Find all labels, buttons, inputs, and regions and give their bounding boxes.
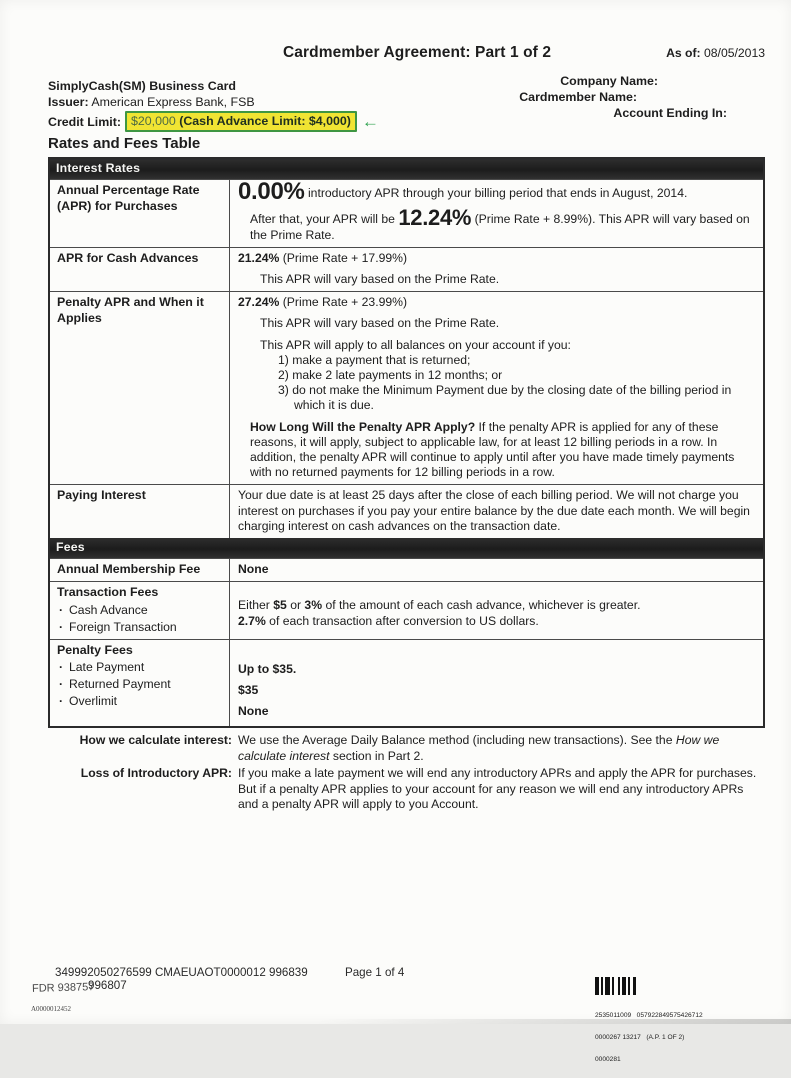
list-item: · Late Payment xyxy=(57,659,223,676)
table-row xyxy=(50,179,763,247)
as-of-value: 08/05/2013 xyxy=(704,46,765,60)
company-name-label: Company Name: xyxy=(560,74,658,88)
note-row xyxy=(48,766,765,813)
transaction-fee-types xyxy=(57,602,223,636)
row-value: Your due date is at least 25 days after the close of each billing period. We will not charge you interest on purchases if you pay your entire balance by the due date each month. We will begin charging interest on cash advances on the transaction date. xyxy=(238,488,750,533)
issuer-value: American Express Bank, FSB xyxy=(91,95,255,109)
scan-edge-artifact xyxy=(0,1019,791,1024)
list-item: 1) make a payment that is returned; xyxy=(278,352,471,367)
note-text: If you make a late payment we will end any introductory APRs and apply the APR for purchases. But if a penalty APR applies to your account for any reason we will end any introductory APRs and a penalty APR will apply to you Account. xyxy=(238,766,757,812)
list-item: · Overlimit xyxy=(57,693,223,710)
intro-apr-text: introductory APR through your billing period that ends in August, 2014. xyxy=(307,186,688,201)
note-label: Loss of Introductory APR: xyxy=(80,766,232,781)
list-item: · Foreign Transaction xyxy=(57,619,223,636)
row-value: 0.00% introductory APR through your billing period that ends in August, 2014. After that, your APR will be 12.24% (Prime Rate + 8.99%). This APR will vary based on the Prime Rate. xyxy=(238,178,750,242)
account-ending-label: Account Ending In: xyxy=(613,106,727,120)
footer-fdr-code: FDR 938757 xyxy=(31,981,95,995)
credit-limit-highlight xyxy=(125,111,357,132)
footer-tiny-id: A0000012452 xyxy=(31,1005,72,1013)
notes-section xyxy=(48,733,765,813)
table-row xyxy=(50,581,763,639)
barcode-icon xyxy=(595,977,647,995)
page-number: Page 1 of 4 xyxy=(345,966,405,979)
penalty-conditions-list xyxy=(278,353,753,414)
row-value: None xyxy=(238,562,269,577)
interest-rates-section-header: Interest Rates xyxy=(50,159,763,179)
note-text: We use the Average Daily Balance method (including new transactions). See the How we calculate interest section in Part 2. xyxy=(238,732,720,763)
after-apr-rate: 12.24% xyxy=(398,205,472,231)
list-item: 2) make 2 late payments in 12 months; or xyxy=(278,368,503,383)
barcode-text-line: 0000267 13217 (A.P. 1 OF 2) xyxy=(595,1033,685,1041)
issuer-label: Issuer: xyxy=(48,95,89,109)
list-item: · Returned Payment xyxy=(57,676,223,693)
fees-section-header: Fees xyxy=(50,538,763,558)
note-label: How we calculate interest: xyxy=(79,732,232,747)
footer-overlap-number: 996807 xyxy=(88,979,127,992)
note-row xyxy=(48,733,765,764)
row-label: Paying Interest xyxy=(50,485,230,538)
intro-apr-rate: 0.00% xyxy=(238,178,305,206)
row-label: Annual Percentage Rate (APR) for Purchases xyxy=(50,180,230,247)
table-row xyxy=(50,639,763,726)
row-value: Up to $35. $35 None xyxy=(238,661,297,718)
table-row xyxy=(50,291,763,484)
barcode-text-line: 2535011009 057922849575426712 xyxy=(595,1011,703,1019)
penalty-fee-types xyxy=(57,659,223,710)
table-row xyxy=(50,558,763,581)
row-value: 27.24% (Prime Rate + 23.99%) This APR will vary based on the Prime Rate. This APR will apply to all balances on your account if you: 1) make a payment that is returned; 2) make 2 late payments in 12 months; or 3) do not make the Minimum Payment due by the closing date of the billing period in which it is due. How Long Will the Penalty APR Apply? If the penalty APR is applied for any of these reasons, it will apply, subject to applicable law, for at least 12 billing periods in a row. In addition, the penalty APR will continue to apply until after you have made timely payments with no returned payments for 12 billing periods in a row. xyxy=(230,292,763,484)
card-product-name: SimplyCash(SM) Business Card xyxy=(48,79,236,93)
rates-fees-table-title: Rates and Fees Table xyxy=(48,135,201,152)
row-label: Transaction Fees · Cash Advance · Foreign Transaction xyxy=(50,582,230,639)
table-row xyxy=(50,484,763,538)
row-value: 21.24% (Prime Rate + 17.99%) This APR will vary based on the Prime Rate. xyxy=(238,250,500,287)
document-header xyxy=(48,44,765,62)
row-value: Either $5 or 3% of the amount of each cash advance, whichever is greater. 2.7% of each transaction after conversion to US dollars. xyxy=(238,598,641,629)
cash-advance-limit: (Cash Advance Limit: $4,000) xyxy=(179,114,351,128)
credit-limit-amount: $20,000 xyxy=(130,114,176,128)
page-title: Cardmember Agreement: Part 1 of 2 xyxy=(283,44,552,61)
rates-fees-table xyxy=(48,157,765,728)
credit-limit-label: Credit Limit: xyxy=(48,114,121,129)
list-item: 3) do not make the Minimum Payment due by the closing date of the billing period in which it is due. xyxy=(278,383,732,413)
cardmember-name-label: Cardmember Name: xyxy=(519,90,637,104)
row-label: Annual Membership Fee xyxy=(50,559,230,581)
as-of-date xyxy=(666,46,765,60)
as-of-label: As of: xyxy=(666,46,701,60)
row-label: APR for Cash Advances xyxy=(50,248,230,291)
left-arrow-icon: ← xyxy=(361,111,379,131)
row-label: Penalty Fees · Late Payment · Returned Payment · Overlimit xyxy=(50,640,230,726)
row-label: Penalty APR and When it Applies xyxy=(50,292,230,484)
list-item: · Cash Advance xyxy=(57,602,223,619)
table-row xyxy=(50,247,763,291)
barcode-text-line: 0000281 xyxy=(595,1056,621,1064)
footer-reference-number: 349992050276599 CMAEUAOT0000012 996839 xyxy=(55,966,308,979)
how-long-question: How Long Will the Penalty APR Apply? xyxy=(250,419,476,434)
